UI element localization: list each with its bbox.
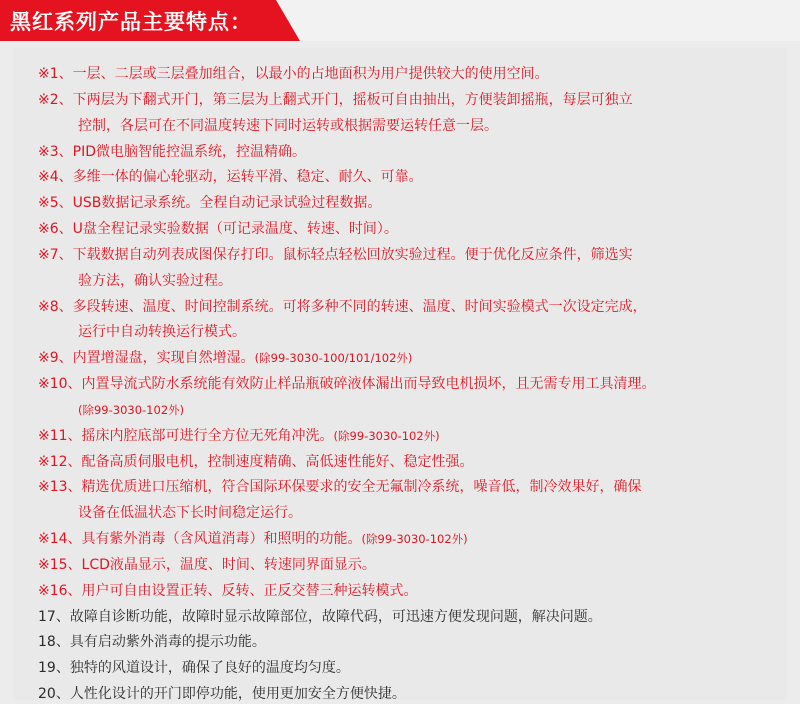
feature-note: (除99-3030-102外) bbox=[333, 429, 440, 443]
feature-item-4: ※4、多维一体的偏心轮驱动，运转平滑、稳定、耐久、可靠。 bbox=[38, 169, 423, 185]
feature-item-11: ※11、摇床内腔底部可进行全方位无死角冲洗。(除99-3030-102外) bbox=[38, 428, 440, 444]
page-title: 黑红系列产品主要特点： bbox=[10, 10, 252, 34]
feature-item-9: ※9、内置增湿盘，实现自然增湿。(除99-3030-100/101/102外) bbox=[38, 350, 413, 366]
feature-item-1: ※1、一层、二层或三层叠加组合，以最小的占地面积为用户提供较大的使用空间。 bbox=[38, 66, 549, 82]
feature-item-13: ※13、精选优质进口压缩机，符合国际环保要求的安全无氟制冷系统，噪音低，制冷效果好，确保 bbox=[38, 479, 642, 495]
feature-item-18: 18、具有启动紫外消毒的提示功能。 bbox=[38, 634, 266, 650]
feature-item-8: ※8、多段转速、温度、时间控制系统。可将多种不同的转速、温度、时间实验模式一次设定完成， bbox=[38, 299, 647, 315]
feature-item-5: ※5、USB数据记录系统。全程自动记录试验过程数据。 bbox=[38, 195, 382, 211]
feature-item-10-note: (除99-3030-102外) bbox=[78, 403, 185, 417]
feature-note: (除99-3030-102外) bbox=[361, 532, 468, 546]
feature-item-20: 20、人性化设计的开门即停功能，使用更加安全方便快捷。 bbox=[38, 686, 406, 702]
feature-item-12: ※12、配备高质伺服电机，控制速度精确、高低速性能好、稳定性强。 bbox=[38, 454, 474, 470]
feature-item-17: 17、故障自诊断功能，故障时显示故障部位，故障代码，可迅速方便发现问题，解决问题。 bbox=[38, 609, 602, 625]
feature-item-8-cont: 运行中自动转换运行模式。 bbox=[78, 324, 246, 340]
feature-item-3: ※3、PID微电脑智能控温系统，控温精确。 bbox=[38, 144, 306, 160]
feature-item-7-cont: 验方法，确认实验过程。 bbox=[78, 273, 232, 289]
feature-item-6: ※6、U盘全程记录实验数据（可记录温度、转速、时间）。 bbox=[38, 221, 398, 237]
feature-item-13-cont: 设备在低温状态下长时间稳定运行。 bbox=[78, 505, 302, 521]
feature-item-14: ※14、具有紫外消毒（含风道消毒）和照明的功能。(除99-3030-102外) bbox=[38, 531, 468, 547]
feature-item-16: ※16、用户可自由设置正转、反转、正反交替三种运转模式。 bbox=[38, 583, 418, 599]
feature-note: (除99-3030-100/101/102外) bbox=[254, 351, 413, 365]
feature-item-7: ※7、下载数据自动列表成图保存打印。鼠标轻点轻松回放实验过程。便于优化反应条件，筛选实 bbox=[38, 247, 633, 263]
header-bar bbox=[0, 0, 800, 41]
feature-item-19: 19、独特的风道设计，确保了良好的温度均匀度。 bbox=[38, 660, 350, 676]
feature-item-2: ※2、下两层为下翻式开门，第三层为上翻式开门，摇板可自由抽出，方便装卸摇瓶，每层可独立 bbox=[38, 92, 633, 108]
feature-item-15: ※15、LCD液晶显示，温度、时间、转速同界面显示。 bbox=[38, 557, 376, 573]
feature-item-2-cont: 控制，各层可在不同温度转速下同时运转或根据需要运转任意一层。 bbox=[78, 118, 498, 134]
feature-item-10: ※10、内置导流式防水系统能有效防止样品瓶破碎液体漏出而导致电机损坏，且无需专用工具清理。 bbox=[38, 376, 656, 392]
